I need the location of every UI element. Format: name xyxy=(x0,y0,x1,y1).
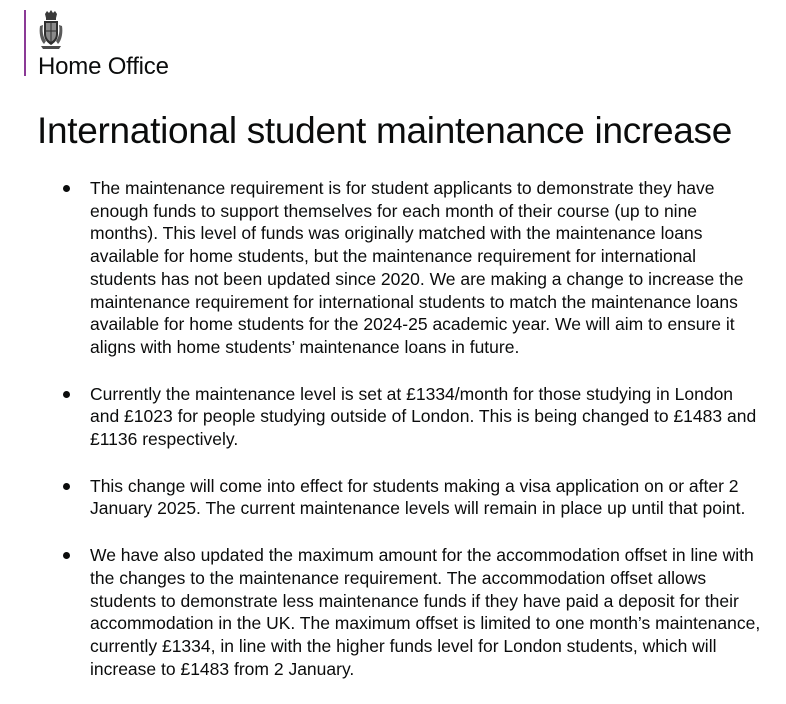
royal-coat-of-arms-icon xyxy=(38,10,64,50)
bullet-item: The maintenance requirement is for student applicants to demonstrate they have enough funds to support themselves for each month of their course (up to nine months). This level of funds was originally matched with the maintenance loans available for home students, but the maintenance requirement for international students has not been updated since 2020. We are making a change to increase the maintenance requirement for international students to match the maintenance loans available for home students for the 2024-25 academic year. We will aim to ensure it aligns with home students’ maintenance loans in future. xyxy=(90,177,766,359)
home-office-logo xyxy=(24,10,169,80)
bullet-item: Currently the maintenance level is set at £1334/month for those studying in London and £1023 for people studying outside of London. This is being changed to £1483 and £1136 respectively. xyxy=(90,383,766,451)
bullet-item: This change will come into effect for students making a visa application on or after 2 January 2025. The current maintenance levels will remain in place up until that point. xyxy=(90,475,766,520)
organisation-name: Home Office xyxy=(38,53,169,80)
page-title: International student maintenance increase xyxy=(37,110,732,151)
bullet-list xyxy=(90,177,766,704)
bullet-item: We have also updated the maximum amount for the accommodation offset in line with the changes to the maintenance requirement. The accommodation offset allows students to demonstrate less maintenance funds if they have paid a deposit for their accommodation in the UK. The maximum offset is limited to one month’s maintenance, currently £1334, in line with the higher funds level for London students, which will increase to £1483 from 2 January. xyxy=(90,544,766,680)
